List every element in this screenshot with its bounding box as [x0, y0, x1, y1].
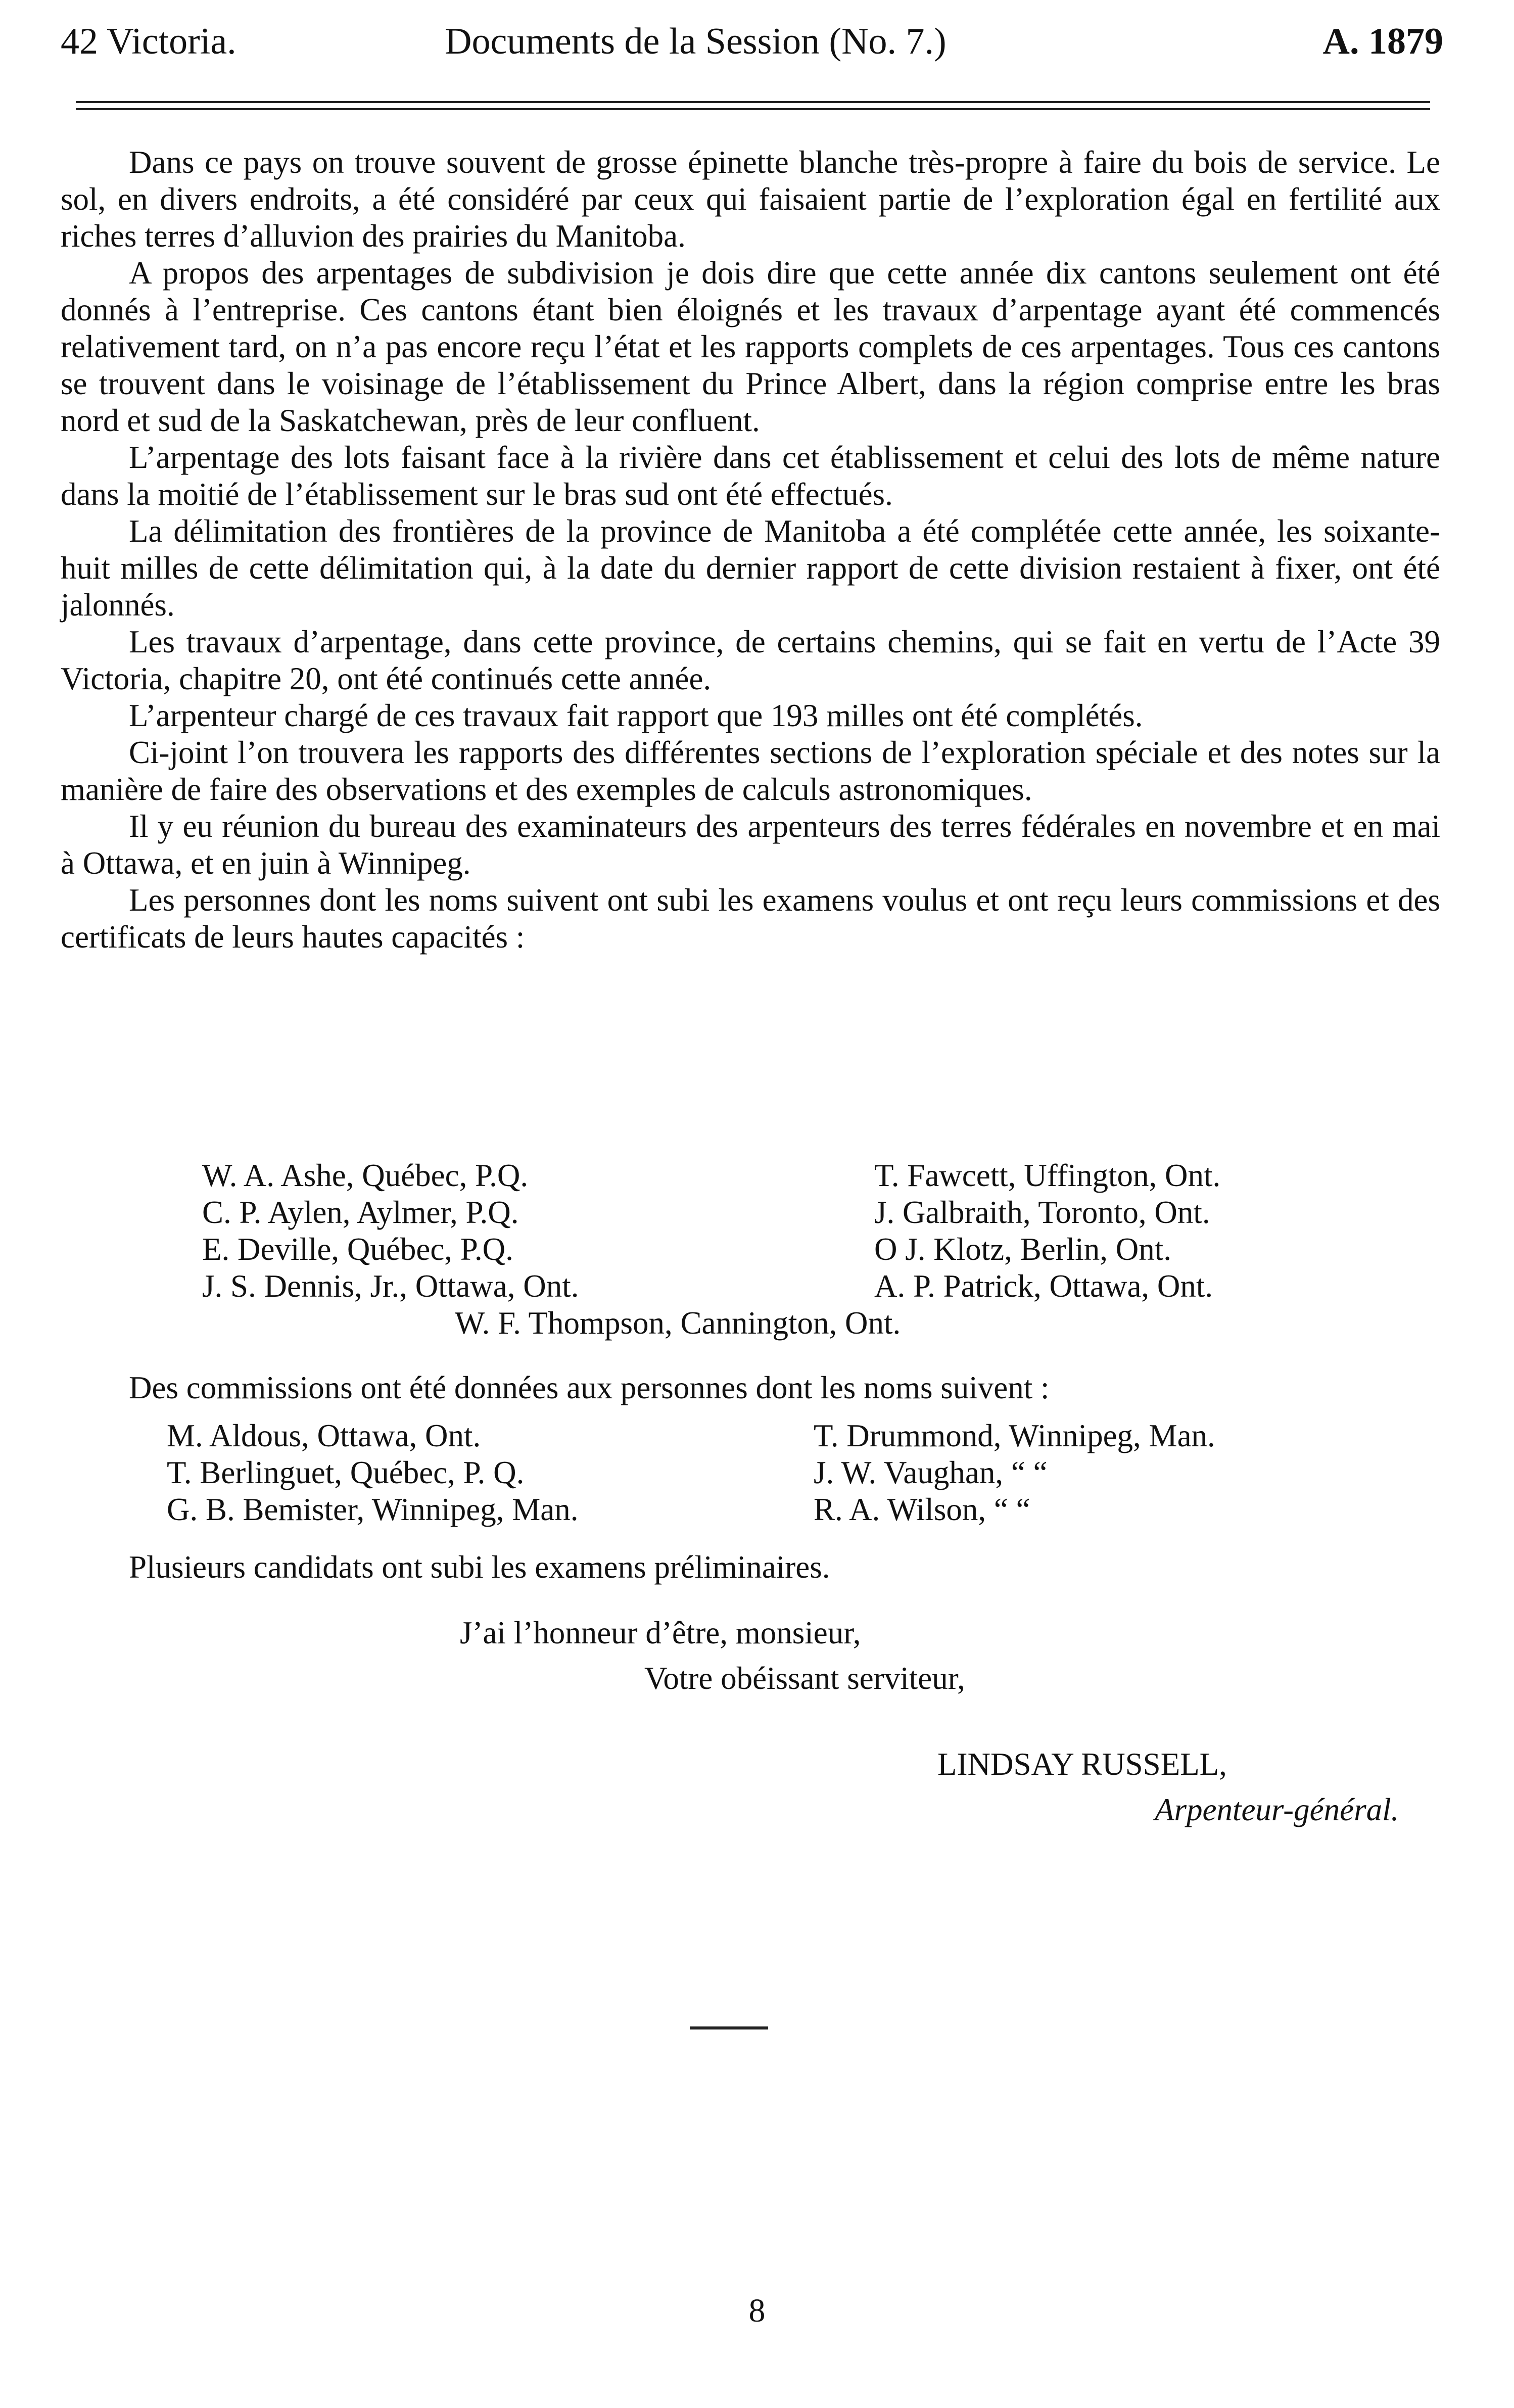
header-divider	[76, 101, 1430, 110]
name-entry: M. Aldous, Ottawa, Ont.	[167, 1418, 481, 1453]
page-number: 8	[748, 2292, 766, 2329]
name-entry: G. B. Bemister, Winnipeg, Man.	[167, 1492, 579, 1527]
volume-label: 42 Victoria.	[61, 21, 236, 62]
name-entry: T. Fawcett, Uffington, Ont.	[874, 1158, 1221, 1193]
preliminary-note: Plusieurs candidats ont subi les examens préliminaires.	[129, 1549, 830, 1585]
commissions-intro: Des commissions ont été données aux personnes dont les noms suivent :	[129, 1370, 1050, 1405]
year-label: A. 1879	[1322, 21, 1443, 62]
paragraph: A propos des arpentages de subdivision je dois dire que cette année dix cantons seulement ont été donnés à l’entreprise. Ces cantons étant bien éloignés et les travaux d’arpentage ayant été commencés relativement tard, on n’a pas encore reçu l’état et les rapports complets de ces arpentages. Tous ces cantons se trouvent dans le voisinage de l’établissement du Prince Albert, dans la région comprise entre les bras nord et sud de la Saskatchewan, près de leur confluent.	[61, 255, 1440, 438]
paragraph: Dans ce pays on trouve souvent de grosse épinette blanche très-propre à faire du bois de service. Le sol, en divers endroits, a été considéré par ceux qui faisaient partie de l’exploration égal en fertilité aux riches terres d’alluvion des prairies du Manitoba.	[61, 145, 1440, 254]
name-entry: W. F. Thompson, Cannington, Ont.	[455, 1305, 901, 1341]
name-entry: W. A. Ashe, Québec, P.Q.	[202, 1158, 529, 1193]
paragraph: L’arpentage des lots faisant face à la rivière dans cet établissement et celui des lots de même nature dans la moitié de l’établissement sur le bras sud ont été effectués.	[61, 440, 1440, 512]
paragraph: L’arpenteur chargé de ces travaux fait rapport que 193 milles ont été complétés.	[129, 698, 1143, 733]
name-entry: T. Drummond, Winnipeg, Man.	[814, 1418, 1215, 1453]
examined-names-list	[202, 1157, 1364, 1342]
paragraph: Il y eu réunion du bureau des examinateurs des arpenteurs des terres fédérales en novembre et en mai à Ottawa, et en juin à Winnipeg.	[61, 809, 1440, 881]
name-entry: E. Deville, Québec, P.Q.	[202, 1232, 513, 1267]
paragraph: Ci-joint l’on trouvera les rapports des différentes sections de l’exploration spéciale et des notes sur la manière de faire des observations et des exemples de calculs astronomiques.	[61, 735, 1440, 807]
closing-divider	[690, 2026, 768, 2029]
documents-label: Documents de la Session (No. 7.)	[445, 21, 947, 62]
name-entry: A. P. Patrick, Ottawa, Ont.	[874, 1268, 1213, 1304]
paragraph: La délimitation des frontières de la province de Manitoba a été complétée cette année, les soixante-huit milles de cette délimitation qui, à la date du dernier rapport de cette division restaient à fixer, ont été jalonnés.	[61, 513, 1440, 623]
name-entry: O J. Klotz, Berlin, Ont.	[874, 1232, 1171, 1267]
signature-title: Arpenteur-général.	[1155, 1792, 1399, 1827]
paragraph: Les travaux d’arpentage, dans cette province, de certains chemins, qui se fait en vertu de l’Acte 39 Victoria, chapitre 20, ont été continués cette année.	[61, 624, 1440, 696]
closing-servant: Votre obéissant serviteur,	[644, 1661, 965, 1696]
name-entry: R. A. Wilson, “ “	[814, 1492, 1030, 1527]
closing-salutation: J’ai l’honneur d’être, monsieur,	[460, 1615, 861, 1650]
paragraph: Les personnes dont les noms suivent ont subi les examens voulus et ont reçu leurs commissions et des certificats de leurs hautes capacités :	[61, 882, 1440, 955]
name-entry: J. W. Vaughan, “ “	[814, 1455, 1048, 1490]
name-entry: J. S. Dennis, Jr., Ottawa, Ont.	[202, 1268, 579, 1304]
name-entry: J. Galbraith, Toronto, Ont.	[874, 1195, 1210, 1230]
running-header	[61, 20, 1453, 86]
report-body	[61, 144, 1440, 956]
name-entry: C. P. Aylen, Aylmer, P.Q.	[202, 1195, 519, 1230]
commission-names-list	[167, 1418, 1329, 1528]
signature-name: LINDSAY RUSSELL,	[937, 1746, 1227, 1782]
name-entry: T. Berlinguet, Québec, P. Q.	[167, 1455, 525, 1490]
